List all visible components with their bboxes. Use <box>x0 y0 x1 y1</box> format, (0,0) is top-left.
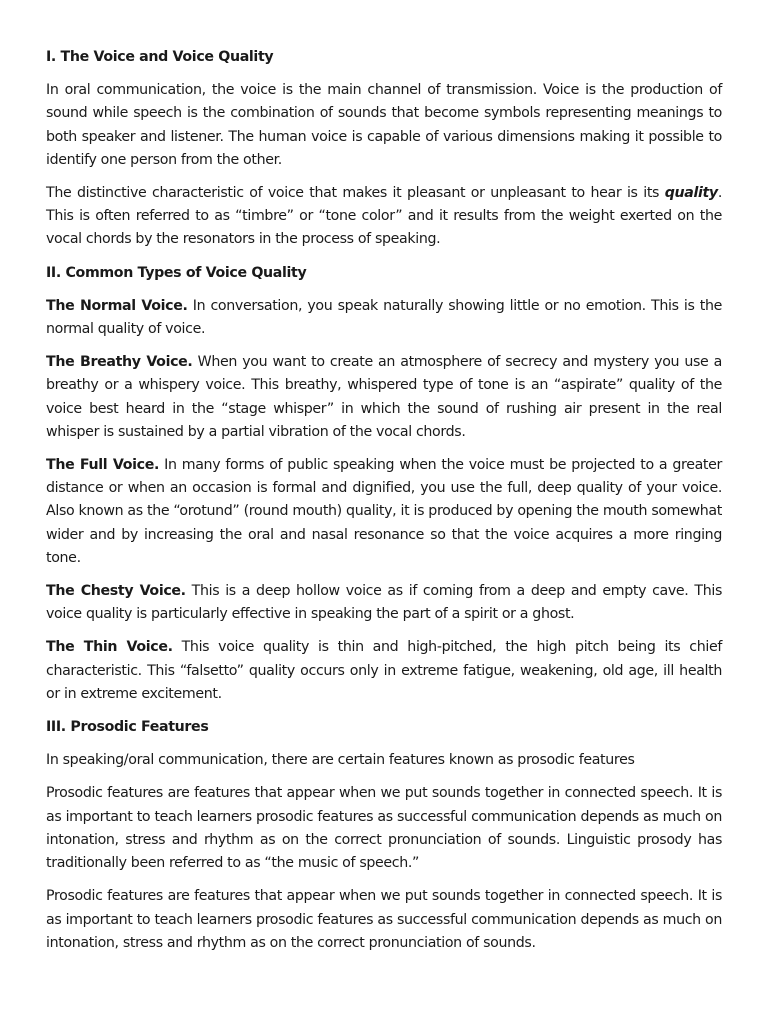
paragraph-voice-characteristic <box>46 182 722 252</box>
voice-type-description: This is a deep hollow voice as if coming from a deep and empty cave. This voice quality is particularly effective in speaking the part of a spirit or a ghost. <box>46 583 722 623</box>
paragraph-prosodic-repeat: Prosodic features are features that appear when we put sounds together in connected speech. It is as important to teach learners prosodic features as successful communication depends as much on intonation, stress and rhythm as on the correct pronunciation of sounds. <box>46 888 722 951</box>
voice-type-chesty <box>46 580 722 626</box>
section-heading-prosodic-features: III. Prosodic Features <box>46 719 209 736</box>
quality-term: quality <box>664 185 718 202</box>
voice-type-normal <box>46 295 722 341</box>
voice-type-description: In many forms of public speaking when the voice must be projected to a greater distance or when an occasion is formal and dignified, you use the full, deep quality of your voice. Also known as the “orotund” (round mouth) quality, it is produced by opening the mouth somewhat wider and by increasing the oral and nasal resonance so that the voice acquires a more ringing tone. <box>46 457 722 566</box>
voice-type-term: The Chesty Voice. <box>46 583 186 600</box>
paragraph-prosodic-definition: Prosodic features are features that appear when we put sounds together in connected speech. It is as important to teach learners prosodic features as successful communication depends as much on intonation, stress and rhythm as on the correct pronunciation of sounds. Linguistic prosody has traditionally been referred to as “the music of speech.” <box>46 785 722 872</box>
paragraph-text: . This is often referred to as “timbre” or “tone color” and it results from the weight exerted on the vocal chords by the resonators in the process of speaking. <box>46 185 722 248</box>
section-heading-voice-types: II. Common Types of Voice Quality <box>46 264 307 281</box>
section-heading-voice-quality: I. The Voice and Voice Quality <box>46 49 274 65</box>
voice-type-term: The Normal Voice. <box>46 297 188 314</box>
voice-type-description: This voice quality is thin and high-pitched, the high pitch being its chief characteristic. This “falsetto” quality occurs only in extreme fatigue, weakening, old age, ill health or in extreme excitement. <box>46 639 722 702</box>
voice-type-thin <box>46 636 722 706</box>
paragraph-oral-communication: In oral communication, the voice is the main channel of transmission. Voice is the production of sound while speech is the combination of sounds that become symbols representing meanings to both speaker and listener. The human voice is capable of various dimensions making it possible to identify one person from the other. <box>46 82 722 168</box>
voice-type-term: The Thin Voice. <box>46 639 173 656</box>
voice-type-description: In conversation, you speak naturally showing little or no emotion. This is the normal quality of voice. <box>46 297 722 338</box>
voice-type-breathy <box>46 351 722 444</box>
paragraph-text: The distinctive characteristic of voice that makes it pleasant or unpleasant to hear is its <box>46 185 665 202</box>
voice-type-full <box>46 454 722 570</box>
voice-type-description: When you want to create an atmosphere of secrecy and mystery you use a breathy or a whispery voice. This breathy, whispered type of tone is an “aspirate” quality of the voice best heard in the “stage whisper” in which the sound of rushing air present in the real whisper is sustained by a partial vibration of the vocal chords. <box>46 354 722 440</box>
voice-type-term: The Breathy Voice. <box>46 354 193 371</box>
voice-type-term: The Full Voice. <box>46 457 160 474</box>
paragraph-prosodic-intro: In speaking/oral communication, there are certain features known as prosodic features <box>46 752 635 769</box>
